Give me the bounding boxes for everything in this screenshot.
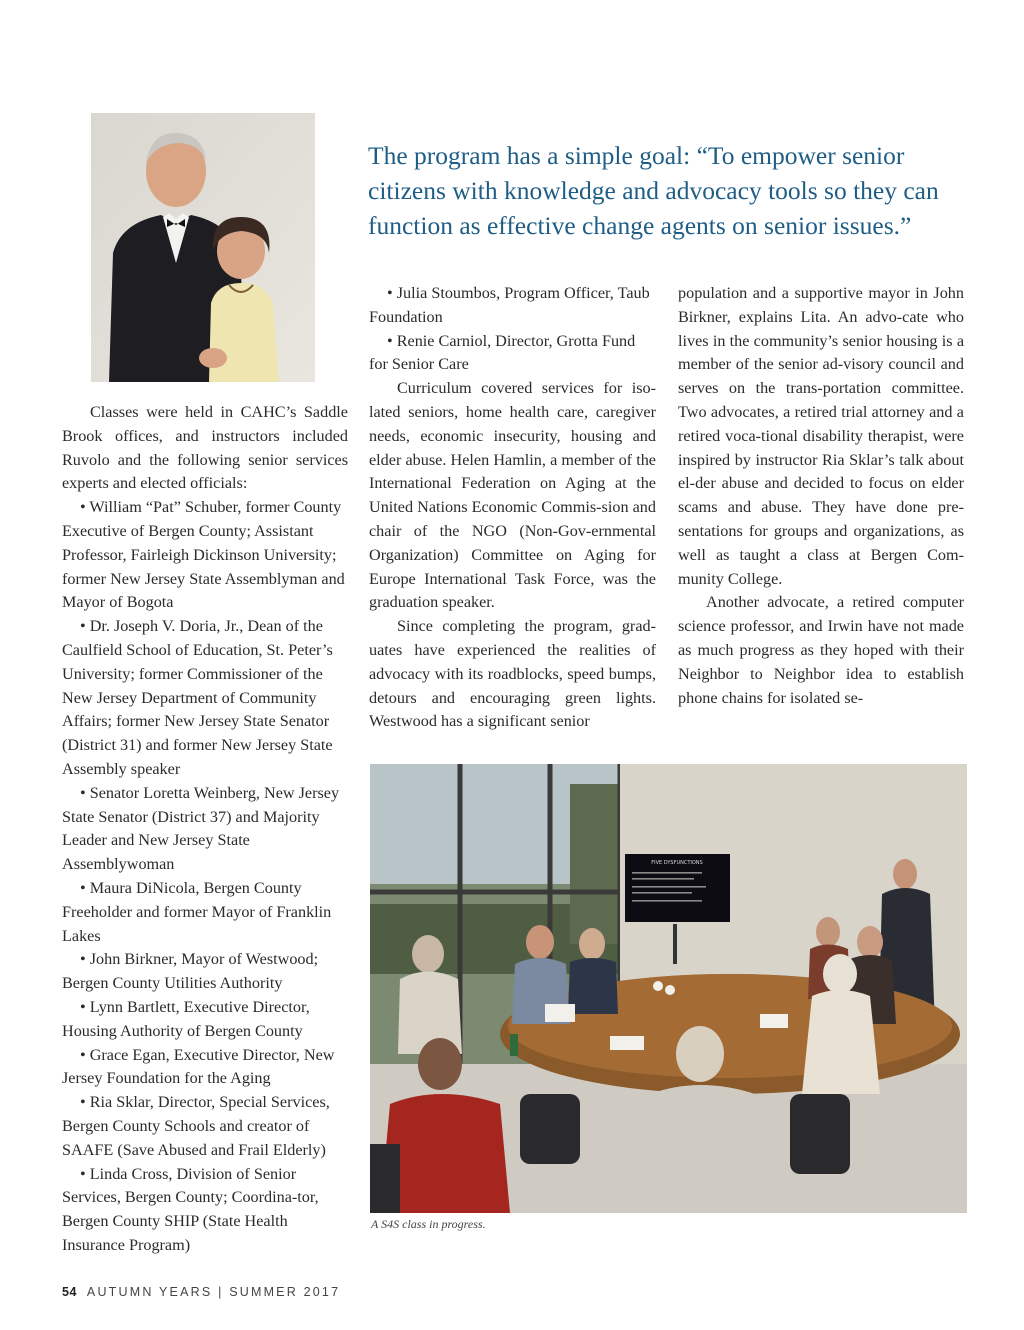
article-column-2 (369, 282, 656, 734)
page-footer (62, 1285, 340, 1299)
instructor-list-item: • Maura DiNicola, Bergen County Freeholder and former Mayor of Franklin Lakes (62, 878, 332, 945)
page-number: 54 (62, 1285, 77, 1299)
body-paragraph: Another advocate, a retired computer science professor, and Irwin have not made as much progress as they hoped with their Neighbor to Neighbor idea to establish phone chains for isolated se- (678, 593, 964, 707)
instructor-list-item: • Dr. Joseph V. Doria, Jr., Dean of the Caulfield School of Education, St. Peter’s University; former Commissioner of the New Jersey Department of Community Affairs; former New Jersey State Senator (District 31) and former New Jersey State Assembly speaker (62, 617, 333, 778)
instructor-list-item: • Ria Sklar, Director, Special Services, Bergen County Schools and creator of SAAFE (Save Abused and Frail Elderly) (62, 1093, 330, 1159)
instructor-list-item: • Senator Loretta Weinberg, New Jersey State Senator (District 37) and Majority Leader and New Jersey State Assemblywoman (62, 783, 340, 874)
portrait-photo (91, 113, 315, 382)
body-paragraph: population and a supportive mayor in John Birkner, explains Lita. An advo-cate who lives in the community’s senior housing is a member of the senior ad-visory council and serves on the trans-portation committee. Two advocates, a retired trial attorney and a retired voca-tional disability therapist, were inspired by instructor Ria Sklar’s talk about el-der abuse and decided to focus on elder scams and abuse. They have done pre-sentations for groups and organizations, as well as taught a class at Bergen Com-munity College. (678, 284, 964, 588)
body-paragraph: Curriculum covered services for iso-lated seniors, home health care, caregiver needs, economic insecurity, housing and elder abuse. Helen Hamlin, a member of the International Federation on Aging at the United Nations Economic Commis-sion and chair of the NGO (Non-Gov-ernmental Organization) Committee on Aging for Europe International Task Force, was the graduation speaker. (369, 379, 656, 612)
instructor-list-item: • Grace Egan, Executive Director, New Jersey Foundation for the Aging (62, 1045, 335, 1088)
pull-quote: The program has a simple goal: “To empower senior citizens with knowledge and advocacy tools so they can function as effective change agents on senior issues.” (368, 141, 939, 240)
instructor-list-item: • Linda Cross, Division of Senior Services, Bergen County; Coordina-tor, Bergen County SHIP (State Health Insurance Program) (62, 1164, 319, 1254)
publication-name: AUTUMN YEARS | SUMMER 2017 (86, 1285, 341, 1299)
body-paragraph: Since completing the program, grad-uates have experienced the realities of advocacy with its roadblocks, speed bumps, detours and encouraging green lights. Westwood has a significant senior (369, 617, 656, 731)
photo-caption: A S4S class in progress. (371, 1217, 486, 1231)
instructor-list-item: • John Birkner, Mayor of Westwood; Bergen County Utilities Authority (62, 950, 319, 993)
slide-title: FIVE DYSFUNCTIONS (651, 860, 703, 866)
classroom-photo (370, 764, 967, 1213)
instructor-list-item: • Lynn Bartlett, Executive Director, Housing Authority of Bergen County (62, 997, 310, 1040)
instructor-list-item: • Renie Carniol, Director, Grotta Fund for Senior Care (369, 331, 636, 374)
body-paragraph: Classes were held in CAHC’s Saddle Brook offices, and instructors included Ruvolo and the following senior services experts and elected officials: (62, 403, 348, 493)
instructor-list-item: • Julia Stoumbos, Program Officer, Taub Foundation (369, 284, 650, 326)
article-column-1 (62, 401, 348, 1258)
instructor-list-item: • William “Pat” Schuber, former County Executive of Bergen County; Assistant Professor, Fairleigh Dickinson University; former New Jersey State Assemblyman and Mayor of Bogota (62, 498, 345, 612)
article-column-3 (678, 282, 964, 710)
